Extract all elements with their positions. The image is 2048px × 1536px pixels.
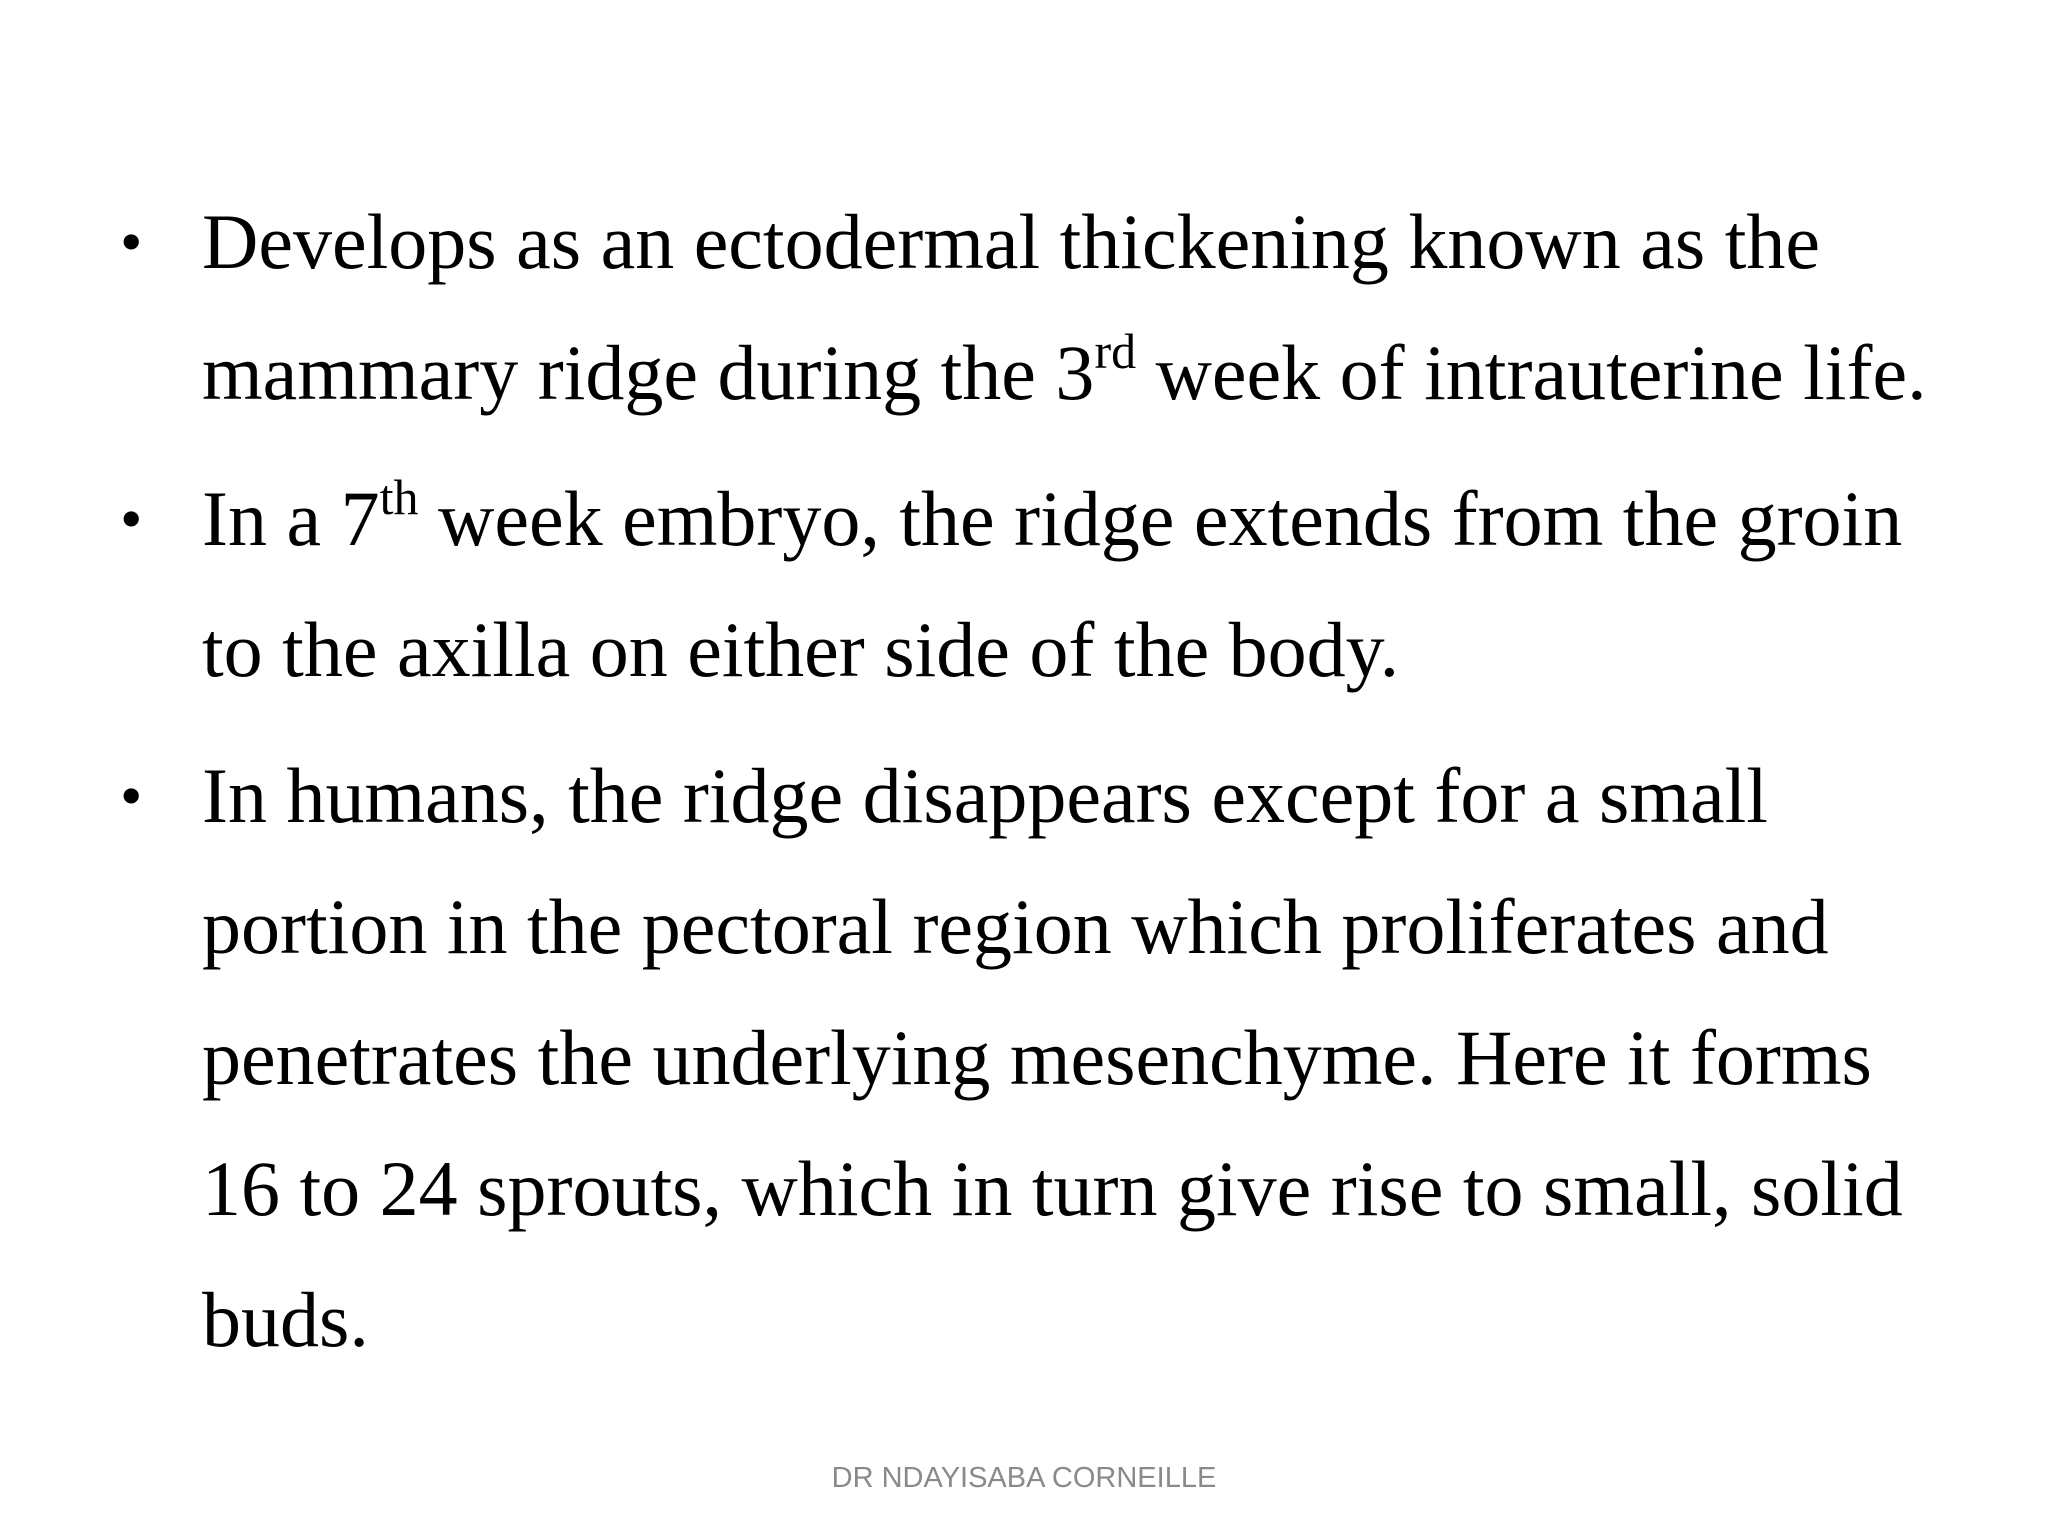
bullet-text-continued: week embryo, the ridge extends from the groin to the axilla on either side of the body. (202, 475, 1903, 693)
ordinal-suffix: rd (1094, 323, 1137, 379)
ordinal-suffix: th (379, 469, 419, 525)
bullet-dot-icon: • (120, 483, 143, 554)
footer-author: DR NDAYISABA CORNEILLE (831, 1462, 1217, 1494)
bullet-dot-icon: • (120, 760, 143, 831)
bullet-list (120, 176, 1960, 1400)
bullet-text: In a 7 (202, 475, 380, 562)
bullet-item (120, 176, 1960, 438)
bullet-text-continued: week of intrauterine life. (1136, 329, 1927, 416)
bullet-item (120, 453, 1960, 715)
bullet-text: Develops as an ectodermal thickening known as the mammary ridge during the 3 (202, 198, 1821, 416)
bullet-text: In humans, the ridge disappears except for a small portion in the pectoral region which proliferates and penetrates the underlying mesenchyme. Here it forms 16 to 24 sprouts, which in turn give rise to small, solid buds. (202, 752, 1903, 1363)
bullet-dot-icon: • (120, 206, 143, 277)
bullet-item (120, 730, 1960, 1385)
